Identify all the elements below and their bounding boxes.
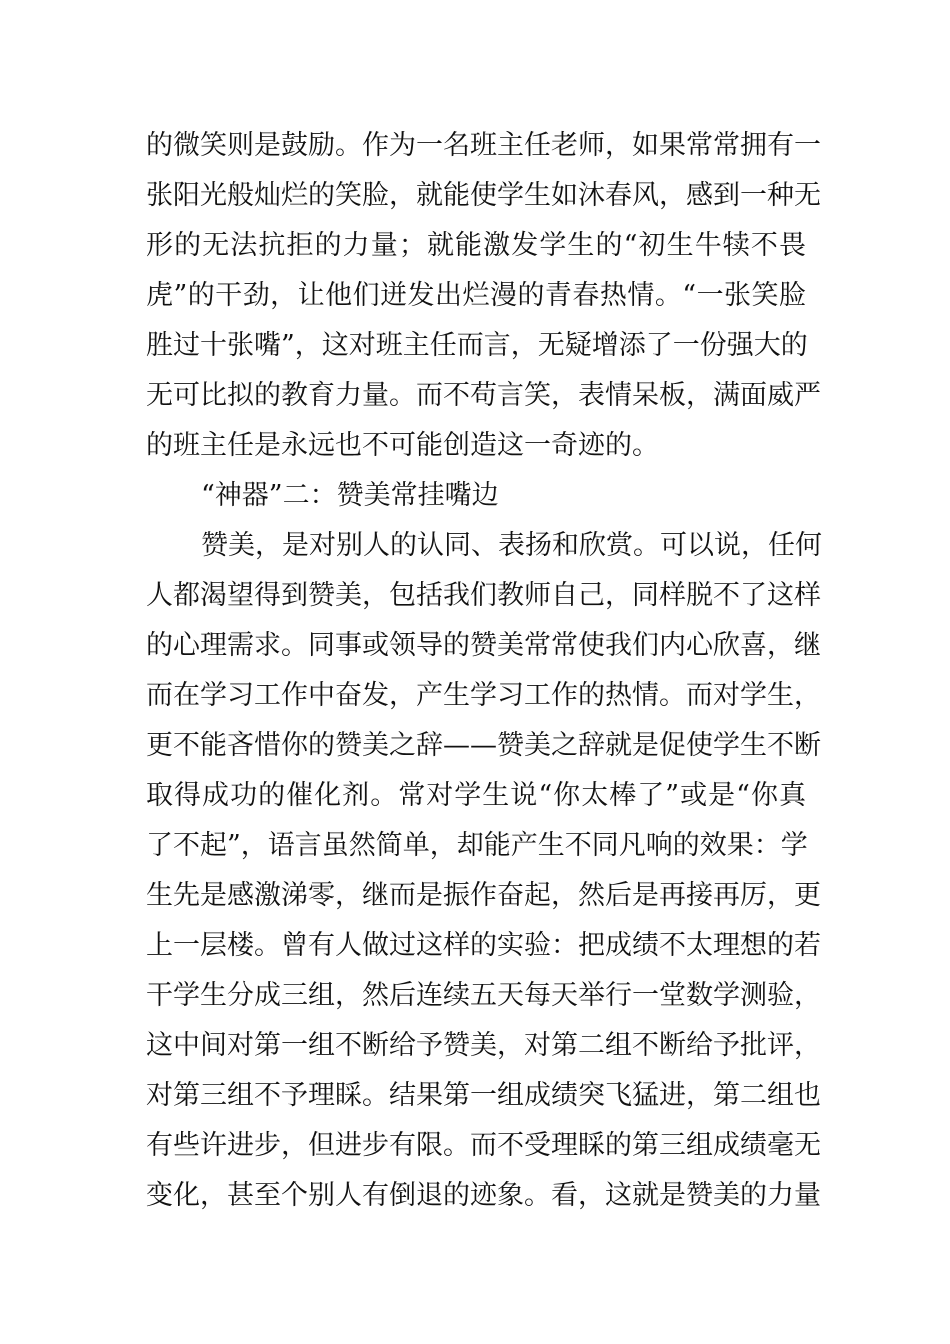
paragraph-line: 的心理需求。同事或领导的赞美常常使我们内心欣喜，继 (146, 630, 821, 661)
paragraph-line: 形的无法抗拒的力量；就能激发学生的“初生牛犊不畏 (146, 230, 806, 261)
paragraph-line: 干学生分成三组，然后连续五天每天举行一堂数学测验， (146, 980, 821, 1011)
paragraph-line: 虎”的干劲，让他们迸发出烂漫的青春热情。“一张笑脸 (146, 280, 806, 311)
paragraph-line: 变化，甚至个别人有倒退的迹象。看，这就是赞美的力量 (146, 1180, 821, 1211)
section-heading: “神器”二：赞美常挂嘴边 (201, 480, 499, 511)
paragraph-line: 的班主任是永远也不可能创造这一奇迹的。 (146, 430, 659, 461)
paragraph-line: 而在学习工作中奋发，产生学习工作的热情。而对学生， (146, 680, 821, 711)
paragraph-line: 胜过十张嘴”，这对班主任而言，无疑增添了一份强大的 (146, 330, 808, 361)
paragraph-line: 取得成功的催化剂。常对学生说“你太棒了”或是“你真 (146, 780, 806, 811)
paragraph-line: 更不能吝惜你的赞美之辞——赞美之辞就是促使学生不断 (146, 730, 821, 761)
paragraph-line: 有些许进步，但进步有限。而不受理睬的第三组成绩毫无 (146, 1130, 821, 1161)
paragraph-line: 了不起”，语言虽然简单，却能产生不同凡响的效果：学 (146, 830, 808, 861)
paragraph-line: 人都渴望得到赞美，包括我们教师自己，同样脱不了这样 (146, 580, 821, 611)
paragraph-line: 赞美，是对别人的认同、表扬和欣赏。可以说，任何 (201, 530, 822, 561)
paragraph-line: 的微笑则是鼓励。作为一名班主任老师，如果常常拥有一 (146, 130, 821, 161)
paragraph-line: 对第三组不予理睬。结果第一组成绩突飞猛进，第二组也 (146, 1080, 821, 1111)
paragraph-line: 生先是感激涕零，继而是振作奋起，然后是再接再厉，更 (146, 880, 821, 911)
paragraph-line: 上一层楼。曾有人做过这样的实验：把成绩不太理想的若 (146, 930, 821, 961)
paragraph-line: 张阳光般灿烂的笑脸，就能使学生如沐春风，感到一种无 (146, 180, 821, 211)
paragraph-line: 无可比拟的教育力量。而不苟言笑，表情呆板，满面威严 (146, 380, 821, 411)
paragraph-line: 这中间对第一组不断给予赞美，对第二组不断给予批评， (146, 1030, 821, 1061)
